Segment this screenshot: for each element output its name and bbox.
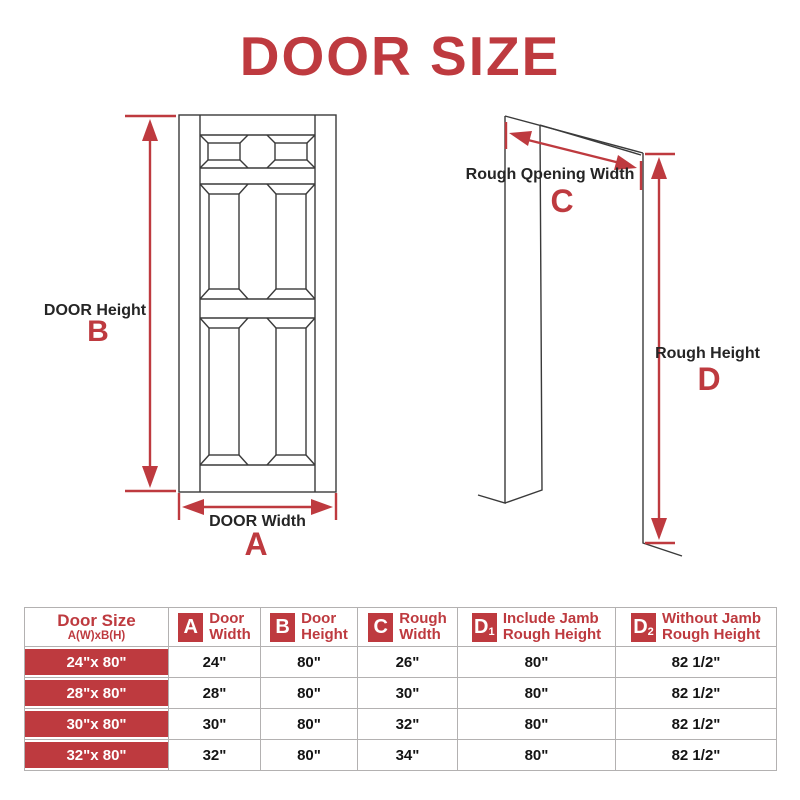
value-cell: 80" — [458, 709, 616, 740]
value-cell: 80" — [261, 740, 358, 771]
value-cell: 80" — [458, 678, 616, 709]
column-header-rough-width: C Rough Width — [358, 608, 458, 647]
value-cell: 82 1/2" — [616, 678, 777, 709]
table-header-row — [25, 608, 777, 647]
column-header-door-size — [25, 608, 169, 647]
page-title: DOOR SIZE — [239, 25, 561, 87]
value-cell: 28" — [169, 678, 261, 709]
rough-height-label: Rough Height — [655, 345, 760, 362]
badge-d2: D 2 — [631, 613, 656, 642]
table-row — [25, 678, 777, 709]
value-cell: 82 1/2" — [616, 647, 777, 678]
rough-opening-width-label: Rough Qpening Width — [465, 166, 635, 183]
door-size-header-title: Door Size — [57, 611, 136, 631]
door-size-cell: 24"x 80" — [25, 647, 169, 678]
value-cell: 80" — [261, 647, 358, 678]
value-cell: 32" — [169, 740, 261, 771]
table-row — [25, 740, 777, 771]
value-cell: 82 1/2" — [616, 740, 777, 771]
rough-height-letter: D — [697, 361, 721, 397]
value-cell: 80" — [458, 647, 616, 678]
column-header-without-jamb-rough-height: D 2 Without Jamb Rough Height — [616, 608, 777, 647]
value-cell: 30" — [169, 709, 261, 740]
table-row — [25, 647, 777, 678]
value-cell: 26" — [358, 647, 458, 678]
badge-b: B — [270, 613, 295, 642]
value-cell: 80" — [458, 740, 616, 771]
door-height-letter: B — [87, 315, 109, 348]
column-header-door-height: B Door Height — [261, 608, 358, 647]
column-header-door-width: A Door Width — [169, 608, 261, 647]
table-row — [25, 709, 777, 740]
value-cell: 30" — [358, 678, 458, 709]
door-size-cell: 32"x 80" — [25, 740, 169, 771]
door-size-cell: 30"x 80" — [25, 709, 169, 740]
door-height-label: DOOR Height — [43, 302, 147, 319]
value-cell: 34" — [358, 740, 458, 771]
value-cell: 80" — [261, 709, 358, 740]
badge-c: C — [368, 613, 393, 642]
value-cell: 82 1/2" — [616, 709, 777, 740]
value-cell: 24" — [169, 647, 261, 678]
door-illustration — [179, 115, 336, 492]
door-size-cell: 28"x 80" — [25, 678, 169, 709]
column-header-include-jamb-rough-height: D 1 Include Jamb Rough Height — [458, 608, 616, 647]
door-size-header-subtitle: A(W)xB(H) — [67, 630, 126, 643]
value-cell: 80" — [261, 678, 358, 709]
door-width-letter: A — [244, 526, 268, 562]
door-size-table — [24, 607, 777, 771]
badge-d1: D 1 — [472, 613, 497, 642]
door-width-label: DOOR Width — [209, 513, 306, 530]
badge-a: A — [178, 613, 203, 642]
value-cell: 32" — [358, 709, 458, 740]
rough-opening-width-letter: C — [550, 183, 574, 219]
